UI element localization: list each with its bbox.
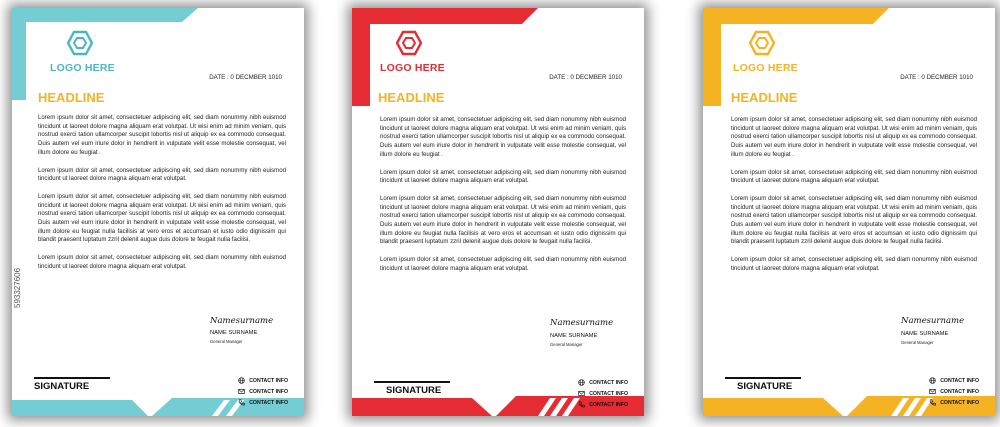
paragraph: Lorem ipsum dolor sit amet, consectetuer adipiscing elit, sed diam nonummy nibh euismod tincidunt ut laoreet dolore magna aliquam erat volutpat. <box>731 168 977 185</box>
signature-script: Namesurname <box>210 316 274 326</box>
body-text <box>731 116 977 283</box>
contact-text: CONTACT INFO <box>249 388 288 395</box>
signature-line <box>725 377 801 379</box>
paragraph: Lorem ipsum dolor sit amet, consectetuer adipiscing elit, sed diam nonummy nibh euismod tincidunt ut laoreet dolore magna aliquam erat volutpat. Ut wisi enim ad minim veniam, quis nostrud exerci tation ullamcorper suscipit lobortis nisl ut aliquip ex ea commodo consequat. Duis autem vel eum iriure dolor in hendrerit in vulputate velit esse molestie consequat, vel illum dolore eu feugiat nulla facilisis at vero eros et accumsan et iusto odio dignissim qui blandit praesent luptatum zzril delenit augue duis dolore te feugait nulla facilisi. <box>38 192 286 244</box>
paragraph: Lorem ipsum dolor sit amet, consectetuer adipiscing elit, sed diam nonummy nibh euismod tincidunt ut laoreet dolore magna aliquam erat volutpat. Ut wisi enim ad minim veniam, quis nostrud exerci tation ullamcorper suscipit lobortis nisl ut aliquip ex ea commodo consequat. Duis autem vel eum iriure dolor in hendrerit in vulputate velit esse molestie consequat, vel illum dolore eu feugiat nulla facilisis at vero eros et accumsan et iusto odio dignissim qui blandit praesent luptatum zzril delenit augue duis dolore te feugait nulla facilisi. <box>380 194 626 246</box>
globe-icon <box>238 377 245 384</box>
date-text: DATE : 0 DECMBER 1010 <box>900 74 973 81</box>
headline: HEADLINE <box>38 90 105 105</box>
contact-text: CONTACT INFO <box>940 399 979 406</box>
paragraph: Lorem ipsum dolor sit amet, consectetuer adipiscing elit, sed diam nonummy nibh euismod tincidunt ut laoreet dolore magna aliquam erat volutpat. <box>38 254 286 270</box>
signature-label: SIGNATURE <box>34 381 90 392</box>
letterhead-red <box>352 8 644 416</box>
paragraph: Lorem ipsum dolor sit amet, consectetuer adipiscing elit, sed diam nonummy nibh euismod tincidunt ut laoreet dolore magna aliquam erat volutpat. Ut wisi enim ad minim veniam, quis nostrud exerci tation ullamcorper suscipit lobortis nisl ut aliquip ex ea commodo consequat. Duis autem vel eum iriure dolor in hendrerit in vulputate velit esse molestie consequat, vel illum dolore eu feugiat nulla facilisis at vero eros et accumsan et iusto odio dignissim qui blandit praesent luptatum zzril delenit augue duis dolore te feugait nulla facilisi. <box>731 194 977 246</box>
phone-icon <box>929 399 936 406</box>
contact-text: CONTACT INFO <box>589 401 628 408</box>
logo-text: LOGO HERE <box>380 62 445 74</box>
paragraph: Lorem ipsum dolor sit amet, consectetuer adipiscing elit, sed diam nonummy nibh euismod tincidunt ut laoreet dolore magna aliquam erat volutpat. Ut wisi enim ad minim veniam, quis nostrud exerci tation ullamcorper suscipit lobortis nisl ut aliquip ex ea commodo consequat. Duis autem vel eum iriure dolor in hendrerit in vulputate velit esse molestie consequat, vel illum dolore eu feugiat . <box>731 116 977 158</box>
date-text: DATE : 0 DECMBER 1010 <box>549 74 622 81</box>
phone-icon <box>238 399 245 406</box>
mail-icon <box>929 388 936 395</box>
name-surname: NAME SURNAME <box>210 330 258 336</box>
mail-icon <box>238 388 245 395</box>
paragraph: Lorem ipsum dolor sit amet, consectetuer adipiscing elit, sed diam nonummy nibh euismod tincidunt ut laoreet dolore magna aliquam erat volutpat. <box>38 166 286 183</box>
contact-text: CONTACT INFO <box>249 399 288 406</box>
body-text <box>38 114 286 281</box>
signature-script: Namesurname <box>550 318 614 328</box>
hexagon-logo-icon <box>749 30 775 56</box>
signature-label: SIGNATURE <box>737 381 793 392</box>
date-text: DATE : 0 DECMBER 1010 <box>209 74 282 81</box>
logo-text: LOGO HERE <box>50 62 115 74</box>
contact-item <box>238 388 288 395</box>
globe-icon <box>929 377 936 384</box>
contact-text: CONTACT INFO <box>940 377 979 384</box>
position-title: General Manager <box>550 342 583 347</box>
contact-item <box>929 399 979 406</box>
contact-item <box>238 377 288 384</box>
paragraph: Lorem ipsum dolor sit amet, consectetuer adipiscing elit, sed diam nonummy nibh euismod tincidunt ut laoreet dolore magna aliquam erat volutpat. <box>731 256 977 272</box>
headline: HEADLINE <box>378 90 445 105</box>
contact-text: CONTACT INFO <box>940 388 979 395</box>
position-title: General Manager <box>210 339 243 344</box>
headline: HEADLINE <box>731 90 798 105</box>
signature-line <box>374 381 450 383</box>
name-surname: NAME SURNAME <box>550 333 598 339</box>
contact-text: CONTACT INFO <box>589 390 628 397</box>
signature-script: Namesurname <box>901 316 965 326</box>
contact-item <box>238 399 288 406</box>
body-text <box>380 116 626 283</box>
phone-icon <box>578 401 585 408</box>
letterhead-yellow <box>703 8 995 416</box>
hexagon-logo-icon <box>396 30 422 56</box>
contact-text: CONTACT INFO <box>249 377 288 384</box>
signature-line <box>34 377 110 379</box>
paragraph: Lorem ipsum dolor sit amet, consectetuer adipiscing elit, sed diam nonummy nibh euismod tincidunt ut laoreet dolore magna aliquam erat volutpat. <box>380 168 626 185</box>
contact-item <box>929 388 979 395</box>
contact-text: CONTACT INFO <box>589 379 628 386</box>
paragraph: Lorem ipsum dolor sit amet, consectetuer adipiscing elit, sed diam nonummy nibh euismod tincidunt ut laoreet dolore magna aliquam erat volutpat. Ut wisi enim ad minim veniam, quis nostrud exerci tation ullamcorper suscipit lobortis nisl ut aliquip ex ea commodo consequat. Duis autem vel eum iriure dolor in hendrerit in vulputate velit esse molestie consequat, vel illum dolore eu feugiat . <box>38 114 286 156</box>
contact-item <box>578 401 628 408</box>
mail-icon <box>578 390 585 397</box>
side-id-text: 593327606 <box>13 267 22 308</box>
letterhead-teal <box>12 8 304 416</box>
contact-item <box>578 390 628 397</box>
logo-text: LOGO HERE <box>733 62 798 74</box>
signature-label: SIGNATURE <box>386 385 442 396</box>
position-title: General Manager <box>901 340 934 345</box>
globe-icon <box>578 379 585 386</box>
name-surname: NAME SURNAME <box>901 331 949 337</box>
paragraph: Lorem ipsum dolor sit amet, consectetuer adipiscing elit, sed diam nonummy nibh euismod tincidunt ut laoreet dolore magna aliquam erat volutpat. <box>380 256 626 272</box>
contact-item <box>578 379 628 386</box>
hexagon-logo-icon <box>67 30 93 56</box>
contact-item <box>929 377 979 384</box>
paragraph: Lorem ipsum dolor sit amet, consectetuer adipiscing elit, sed diam nonummy nibh euismod tincidunt ut laoreet dolore magna aliquam erat volutpat. Ut wisi enim ad minim veniam, quis nostrud exerci tation ullamcorper suscipit lobortis nisl ut aliquip ex ea commodo consequat. Duis autem vel eum iriure dolor in hendrerit in vulputate velit esse molestie consequat, vel illum dolore eu feugiat . <box>380 116 626 158</box>
